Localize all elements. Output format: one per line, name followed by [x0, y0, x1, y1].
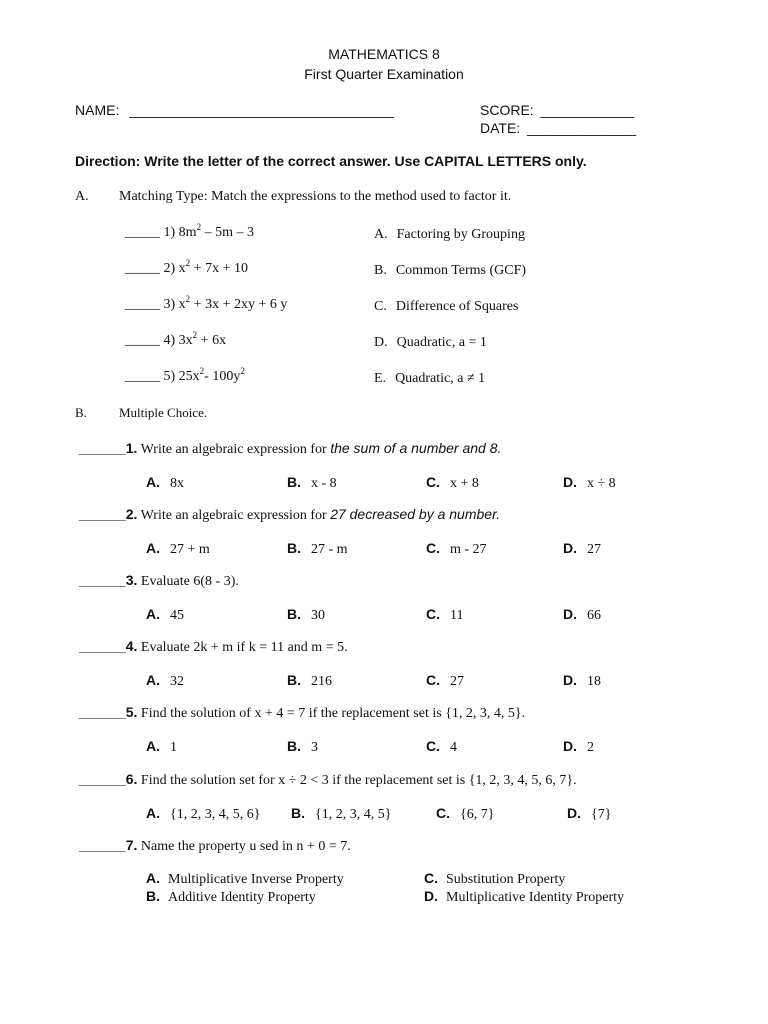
- option-label: A.: [146, 805, 160, 821]
- question: [79, 638, 348, 656]
- question-phrase: the sum of a number and 8.: [330, 440, 502, 456]
- question-text: Evaluate 2k + m if k = 11 and m = 5.: [137, 640, 348, 655]
- option-text: 45: [170, 608, 184, 623]
- option-text: 216: [311, 674, 332, 689]
- question-text: Find the solution of x + 4 = 7 if the replacement set is {1, 2, 3, 4, 5}.: [137, 706, 526, 721]
- answer-option: [287, 540, 348, 558]
- option-text: 66: [587, 608, 601, 623]
- matching-choice: [374, 299, 518, 315]
- matching-item: [125, 366, 245, 385]
- expression: 3x: [178, 333, 193, 348]
- question-number: 6.: [125, 771, 138, 787]
- exponent: 2: [199, 366, 205, 376]
- option-text: 2: [587, 740, 594, 755]
- option-label: D.: [567, 805, 581, 821]
- option-label: B.: [287, 606, 301, 622]
- question-number: 5.: [125, 704, 138, 720]
- choice-letter: D.: [374, 335, 388, 350]
- question: [79, 771, 577, 789]
- option-label: C.: [426, 738, 440, 754]
- option-text: 27 + m: [170, 542, 210, 557]
- option-label: B.: [287, 540, 301, 556]
- answer-option: [287, 606, 325, 624]
- matching-item: [125, 294, 288, 313]
- exponent: 2: [240, 366, 245, 376]
- option-text: 18: [587, 674, 601, 689]
- name-blank: __________________________________: [129, 102, 394, 118]
- question-blank: ______: [79, 638, 126, 654]
- question: [79, 440, 501, 458]
- answer-option: [563, 474, 616, 492]
- choice-text: Factoring by Grouping: [396, 227, 525, 242]
- item-number: 5): [160, 369, 179, 384]
- answer-option: [287, 672, 332, 690]
- answer-option: [146, 888, 316, 906]
- matching-choice: [374, 371, 485, 387]
- option-label: B.: [291, 805, 305, 821]
- option-text: Multiplicative Inverse Property: [168, 872, 344, 887]
- date-blank: ______________: [527, 120, 637, 136]
- direction-label: Direction:: [75, 153, 141, 169]
- option-text: 4: [450, 740, 457, 755]
- question-blank: ______: [79, 771, 126, 787]
- option-label: C.: [426, 672, 440, 688]
- answer-option: [146, 474, 184, 492]
- option-text: x - 8: [311, 476, 337, 491]
- option-text: Substitution Property: [446, 872, 566, 887]
- option-label: C.: [426, 606, 440, 622]
- option-text: 27 - m: [311, 542, 348, 557]
- option-label: B.: [146, 888, 160, 904]
- option-label: D.: [563, 606, 577, 622]
- section-a-letter: A.: [75, 189, 89, 204]
- answer-option: [426, 672, 464, 690]
- exponent: 2: [185, 294, 191, 304]
- answer-option: [287, 474, 337, 492]
- question: [79, 506, 500, 524]
- section-b-title: Multiple Choice.: [119, 405, 208, 420]
- option-label: A.: [146, 672, 160, 688]
- question-blank: ______: [79, 572, 126, 588]
- option-label: A.: [146, 606, 160, 622]
- item-number: 2): [160, 261, 179, 276]
- answer-option: [146, 805, 260, 823]
- choice-letter: B.: [374, 263, 387, 278]
- choice-letter: A.: [374, 227, 388, 242]
- direction: [75, 153, 587, 169]
- question: [79, 837, 351, 855]
- answer-blank: _____: [125, 225, 160, 240]
- answer-option: [146, 540, 210, 558]
- option-text: x + 8: [450, 476, 479, 491]
- matching-item: [125, 222, 254, 241]
- answer-option: [567, 805, 611, 823]
- option-text: {1, 2, 3, 4, 5, 6}: [170, 807, 261, 822]
- section-a-instruction: Matching Type: Match the expressions to the method used to factor it.: [119, 189, 512, 204]
- option-text: 1: [170, 740, 177, 755]
- answer-option: [563, 540, 601, 558]
- answer-option: [426, 606, 463, 624]
- answer-blank: _____: [125, 261, 160, 276]
- answer-option: [146, 870, 344, 888]
- option-label: A.: [146, 474, 160, 490]
- option-label: C.: [424, 870, 438, 886]
- option-text: Multiplicative Identity Property: [446, 890, 625, 905]
- question-text: Write an algebraic expression for: [137, 442, 331, 457]
- answer-option: [426, 474, 479, 492]
- answer-option: [426, 738, 457, 756]
- expression-rest: – 5m – 3: [201, 225, 254, 240]
- answer-option: [146, 672, 184, 690]
- answer-option: [563, 672, 601, 690]
- score-blank: ____________: [540, 102, 635, 118]
- expression: 25x: [178, 369, 200, 384]
- exam-subtitle: First Quarter Examination: [304, 66, 464, 82]
- option-label: A.: [146, 738, 160, 754]
- option-text: {6, 7}: [460, 807, 495, 822]
- choice-letter: E.: [374, 371, 387, 386]
- option-text: x ÷ 8: [587, 476, 616, 491]
- expression-rest: + 3x + 2xy + 6 y: [190, 297, 288, 312]
- item-number: 1): [160, 225, 179, 240]
- answer-option: [563, 738, 594, 756]
- expression-rest: - 100y: [204, 369, 241, 384]
- question-phrase: 27 decreased by a number.: [330, 506, 501, 522]
- option-text: m - 27: [450, 542, 487, 557]
- item-number: 3): [160, 297, 179, 312]
- name-field: [75, 102, 394, 118]
- option-text: 11: [450, 608, 464, 623]
- answer-option: [146, 738, 177, 756]
- option-label: D.: [563, 540, 577, 556]
- answer-option: [436, 805, 494, 823]
- question-text: Name the property u sed in n + 0 = 7.: [137, 839, 351, 854]
- matching-item: [125, 258, 248, 277]
- exponent: 2: [196, 222, 202, 232]
- option-text: {1, 2, 3, 4, 5}: [315, 807, 392, 822]
- answer-option: [424, 870, 565, 888]
- option-label: A.: [146, 540, 160, 556]
- answer-blank: _____: [125, 297, 160, 312]
- option-text: 3: [311, 740, 318, 755]
- answer-option: [287, 738, 318, 756]
- choice-text: Common Terms (GCF): [395, 263, 527, 278]
- option-text: 27: [587, 542, 601, 557]
- item-number: 4): [160, 333, 179, 348]
- question-blank: ______: [79, 440, 126, 456]
- date-label: DATE:: [480, 120, 521, 136]
- answer-option: [426, 540, 487, 558]
- question-text: Write an algebraic expression for: [137, 508, 331, 523]
- option-text: Additive Identity Property: [168, 890, 316, 905]
- option-text: 27: [450, 674, 464, 689]
- expression: x: [178, 261, 186, 276]
- matching-choice: [374, 263, 526, 279]
- option-label: C.: [436, 805, 450, 821]
- matching-item: [125, 330, 227, 349]
- question-number: 7.: [125, 837, 138, 853]
- matching-choice: [374, 227, 525, 243]
- choice-text: Quadratic, a = 1: [396, 335, 487, 350]
- exponent: 2: [192, 330, 198, 340]
- answer-blank: _____: [125, 369, 160, 384]
- choice-text: Difference of Squares: [395, 299, 519, 314]
- answer-blank: _____: [125, 333, 160, 348]
- matching-choice: [374, 335, 487, 351]
- option-label: D.: [563, 474, 577, 490]
- option-text: 32: [170, 674, 184, 689]
- date-field: [480, 120, 636, 136]
- option-label: A.: [146, 870, 160, 886]
- answer-option: [146, 606, 184, 624]
- expression: 8m: [178, 225, 197, 240]
- option-label: B.: [287, 738, 301, 754]
- exam-title: MATHEMATICS 8: [328, 46, 440, 62]
- section-b-letter: B.: [75, 405, 87, 420]
- direction-text: Write the letter of the correct answer. Use CAPITAL LETTERS only.: [144, 153, 587, 169]
- expression-rest: + 6x: [197, 333, 227, 348]
- question-number: 3.: [125, 572, 138, 588]
- name-label: NAME:: [75, 102, 120, 118]
- option-text: 8x: [170, 476, 184, 491]
- choice-letter: C.: [374, 299, 387, 314]
- expression-rest: + 7x + 10: [190, 261, 248, 276]
- option-label: B.: [287, 672, 301, 688]
- answer-option: [291, 805, 391, 823]
- expression: x: [178, 297, 186, 312]
- option-label: B.: [287, 474, 301, 490]
- choice-text: Quadratic, a ≠ 1: [395, 371, 486, 386]
- answer-option: [563, 606, 601, 624]
- score-field: [480, 102, 634, 118]
- option-label: C.: [426, 474, 440, 490]
- option-text: {7}: [591, 807, 612, 822]
- question-text: Evaluate 6(8 - 3).: [137, 574, 239, 589]
- question-blank: ______: [79, 837, 126, 853]
- question-number: 4.: [125, 638, 138, 654]
- question-number: 1.: [125, 440, 138, 456]
- option-label: D.: [424, 888, 438, 904]
- question-text: Find the solution set for x ÷ 2 < 3 if the replacement set is {1, 2, 3, 4, 5, 6, 7}.: [137, 773, 577, 788]
- option-label: C.: [426, 540, 440, 556]
- option-text: 30: [311, 608, 325, 623]
- option-label: D.: [563, 738, 577, 754]
- exponent: 2: [185, 258, 191, 268]
- question-blank: ______: [79, 506, 126, 522]
- question: [79, 572, 239, 590]
- question-blank: ______: [79, 704, 126, 720]
- answer-option: [424, 888, 624, 906]
- score-label: SCORE:: [480, 102, 534, 118]
- question: [79, 704, 525, 722]
- option-label: D.: [563, 672, 577, 688]
- question-number: 2.: [125, 506, 138, 522]
